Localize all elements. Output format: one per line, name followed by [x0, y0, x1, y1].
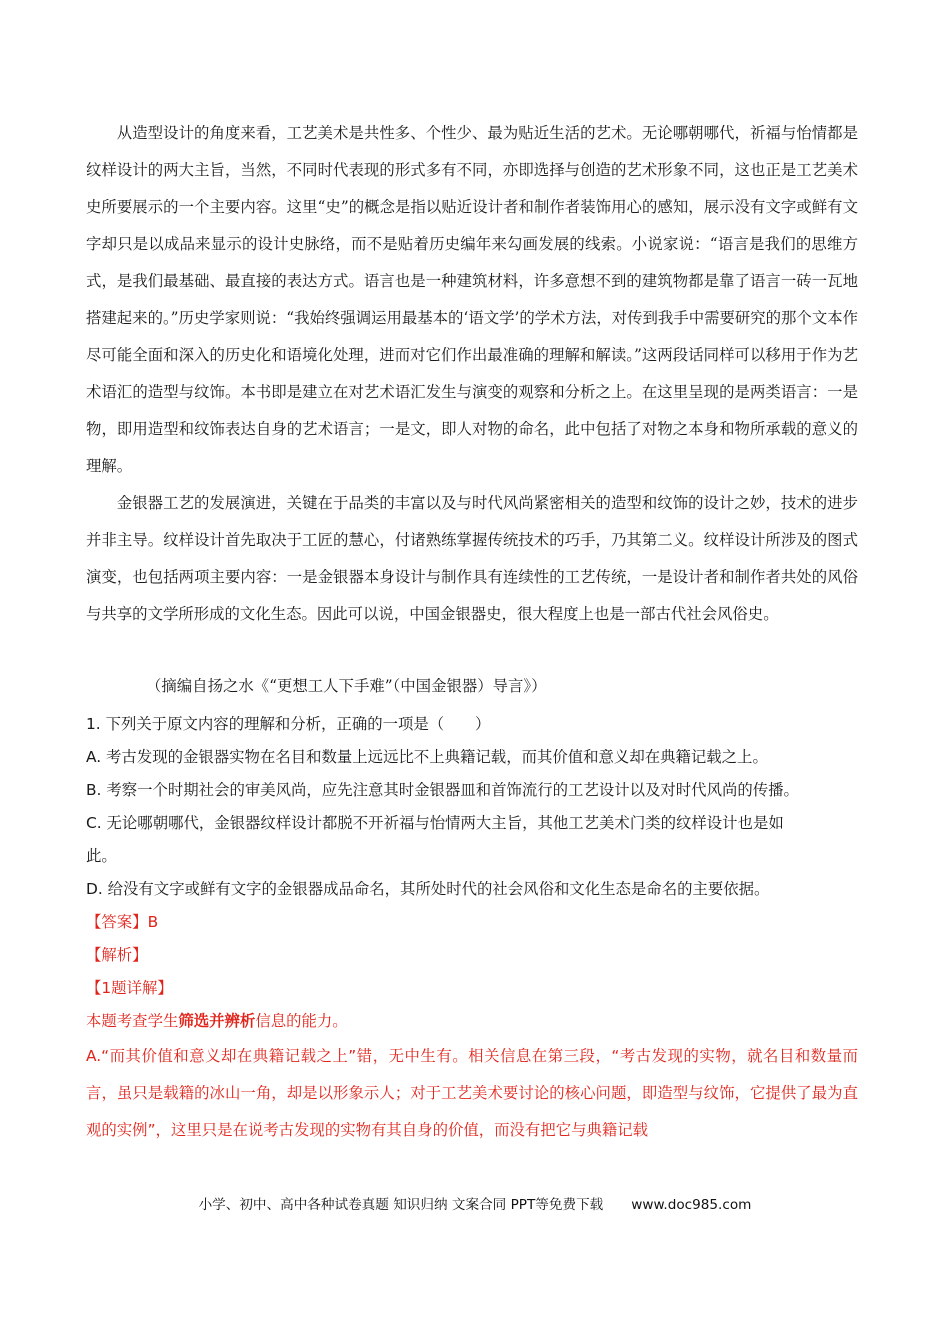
option-c-line-1: C. 无论哪朝哪代，金银器纹样设计都脱不开祈福与怡情两大主旨，其他工艺美术门类的纹样设计也是如 — [86, 814, 784, 832]
analysis-option-a: A.“而其价值和意义却在典籍记载之上”错，无中生有。相关信息在第三段，“考古发现的实物，就名目和数量而言，虽只是载籍的冰山一角，却是以形象示人；对于工艺美术要讨论的核心问题，即造型与纹饰，它提供了最为直观的实例”，这里只是在说考古发现的实物有其自身的价值，而没有把它与典籍记载 — [86, 1047, 858, 1139]
passage-paragraph-1: 从造型设计的角度来看，工艺美术是共性多、个性少、最为贴近生活的艺术。无论哪朝哪代，祈福与怡情都是纹样设计的两大主旨，当然，不同时代表现的形式多有不同，亦即选择与创造的艺术形象不同，这也正是工艺美术史所要展示的一个主要内容。这里“史”的概念是指以贴近设计者和制作者装饰用心的感知，展示没有文字或鲜有文字却只是以成品来显示的设计史脉络，而不是贴着历史编年来勾画发展的线索。小说家说：“语言是我们的思维方式，是我们最基础、最直接的表达方式。语言也是一种建筑材料，许多意想不到的建筑物都是靠了语言一砖一瓦地搭建起来的。”历史学家则说：“我始终强调运用最基本的‘语文学’的学术方法，对传到我手中需要研究的那个文本作尽可能全面和深入的历史化和语境化处理，进而对它们作出最准确的理解和解读。”这两段话同样可以移用于作为艺术语汇的造型与纹饰。本书即是建立在对艺术语汇发生与演变的观察和分析之上。在这里呈现的是两类语言：一是物，即用造型和纹饰表达自身的艺术语言；一是文，即人对物的命名，此中包括了对物之本身和物所承载的意义的理解。 — [86, 124, 858, 475]
skill-emphasis: 筛选并辨析 — [178, 1012, 256, 1030]
option-b: B. 考察一个时期社会的审美风尚，应先注意其时金银器皿和首饰流行的工艺设计以及对时代风尚的传播。 — [86, 781, 799, 799]
answer-line — [86, 906, 858, 939]
option-d: D. 给没有文字或鲜有文字的金银器成品命名，其所处时代的社会风俗和文化生态是命名的主要依据。 — [86, 880, 770, 898]
passage-paragraph-2: 金银器工艺的发展演进，关键在于品类的丰富以及与时代风尚紧密相关的造型和纹饰的设计之妙，技术的进步并非主导。纹样设计首先取决于工匠的慧心，付诸熟练掌握传统技术的巧手，乃其第二义。纹样设计所涉及的图式演变，也包括两项主要内容：一是金银器本身设计与制作具有连续性的工艺传统，一是设计者和制作者共处的风俗与共享的文学所形成的文化生态。因此可以说，中国金银器史，很大程度上也是一部古代社会风俗史。 — [86, 494, 858, 623]
page-footer — [0, 1193, 950, 1213]
passage-source: （摘编自扬之水《“更想工人下手难”（中国金银器）导言》） — [146, 677, 547, 695]
option-c-line-2: 此。 — [86, 847, 117, 865]
answer-value: B — [147, 913, 159, 931]
skill-prefix: 本题考查学生 — [86, 1012, 179, 1030]
question-stem: 1. 下列关于原文内容的理解和分析，正确的一项是（ ） — [86, 715, 491, 733]
detail-label: 【1题详解】 — [86, 979, 173, 997]
question-section — [86, 708, 858, 1149]
footer-website-link[interactable]: www.doc985.com — [631, 1197, 752, 1213]
footer-text: 小学、初中、高中各种试卷真题 知识归纳 文案合同 PPT等免费下载 — [198, 1197, 604, 1213]
skill-suffix: 信息的能力。 — [255, 1012, 348, 1030]
reading-passage — [86, 115, 858, 633]
option-a: A. 考古发现的金银器实物在名目和数量上远远比不上典籍记载，而其价值和意义却在典籍记载之上。 — [86, 748, 768, 766]
skill-statement — [86, 1005, 858, 1038]
answer-label: 【答案】 — [86, 913, 148, 931]
analysis-label: 【解析】 — [86, 946, 148, 964]
